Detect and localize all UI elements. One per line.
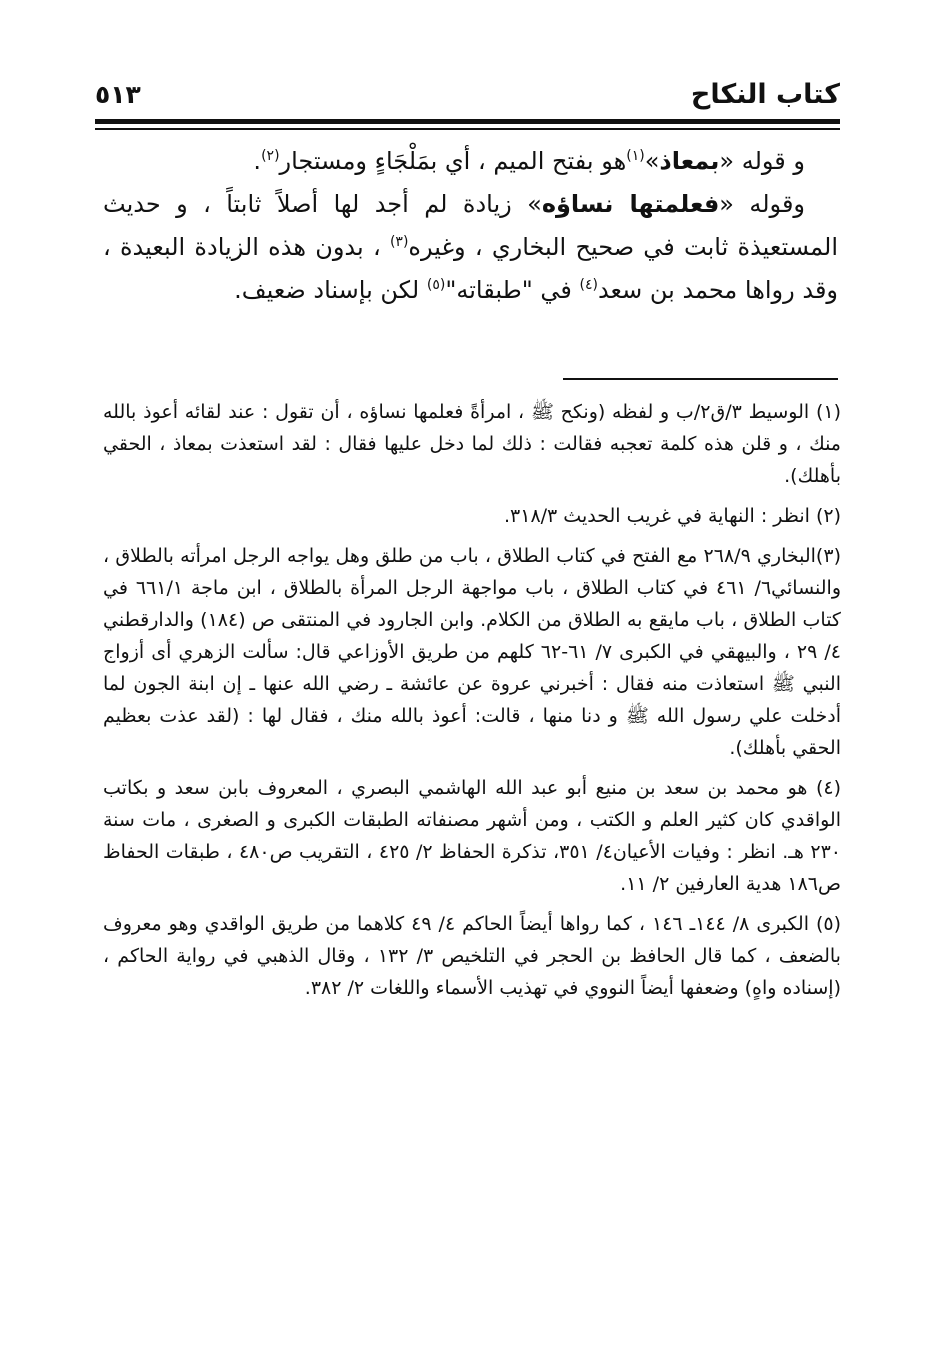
footnote-ref-5[interactable]: (٥) — [426, 277, 446, 293]
text-run: » زيادة لم أجد لها أصلاً ثابتاً ، و حديث المستعيذة ثابت في صحيح البخاري ، وغيره — [103, 190, 838, 261]
text-run: . — [253, 147, 262, 175]
footnote-ref-4[interactable]: (٤) — [579, 277, 598, 293]
running-header — [95, 78, 840, 114]
footnote-ref-3[interactable]: (٣) — [389, 234, 409, 250]
text-run: و قوله « — [719, 147, 805, 175]
footnote-ref-1[interactable]: (١) — [626, 148, 645, 164]
footnote-3 — [103, 540, 841, 764]
main-text — [103, 140, 838, 312]
quoted-term: بمعاذ — [659, 147, 720, 175]
text-run: ، بدون هذه الزيادة البعيدة ، وقد رواها محمد بن سعد — [103, 233, 838, 304]
book-title: كتاب النكاح — [690, 79, 840, 110]
text-run: في "طبقاته" — [445, 276, 580, 304]
footnote-separator — [563, 378, 838, 380]
footnote-text: انظر : النهاية في غريب الحديث ٣١٨/٣. — [503, 505, 816, 527]
footnote-1 — [103, 396, 841, 492]
text-run: هو بفتح الميم ، أي بمَلْجَاءٍ ومستجار — [279, 147, 627, 175]
header-rule-thin — [95, 128, 840, 130]
footnote-number: (٥) — [815, 913, 841, 935]
footnote-number: (١) — [815, 401, 841, 423]
footnotes — [103, 396, 841, 1012]
footnote-text: الوسيط ٣/ق٢/ب و لفظه (ونكح ﷺ ، امرأةً فعلمها نساؤه ، أن تقول : عند لقائه أعوذ بالله منك ، و قلن هذه كلمة تعجبه فقالت : ذلك لما دخل عليها فقال : لقد استعذت بمعاذ ، الحقي بأهلك). — [103, 401, 841, 487]
text-run: لكن بإسناد ضعيف. — [234, 276, 427, 304]
main-paragraph-1 — [103, 140, 838, 183]
footnote-text: البخاري ٢٦٨/٩ مع الفتح في كتاب الطلاق ، باب من طلق وهل يواجه الرجل امرأته بالطلاق ، والنسائي٦/ ٤٦١ في كتاب الطلاق ، باب مواجهة الرجل المرأة بالطلاق ، ابن ماجة ٦٦١/١ في كتاب الطلاق ، باب مايقع به الطلاق من الكلام. وابن الجارود في المنتقى ص (١٨٤) والدارقطني ٤/ ٢٩ ، والبيهقي في الكبرى ٧/ ٦١-٦٢ كلهم من طريق الأوزاعي قال: سألت الزهري أى أزواج النبي ﷺ استعاذت منه فقال : أخبرني عروة عن عائشة ـ رضي الله عنها ـ إن ابنة الجون لما أدخلت علي رسول الله ﷺ و دنا منها ، قالت: أعوذ بالله منك ، فقال لها : (لقد عذت بعظيم الحقي بأهلك). — [103, 545, 841, 759]
footnote-number: (٢) — [815, 505, 841, 527]
page-number: ٥١٣ — [95, 80, 141, 109]
text-run: » — [644, 147, 660, 175]
header-rule-thick — [95, 119, 840, 124]
footnote-text: هو محمد بن سعد بن منيع أبو عبد الله الهاشمي البصري ، المعروف بابن سعد و بكاتب الواقدي كان كثير العلم و الكتب ، ومن أشهر مصنفاته الطبقات الكبرى و الصغرى ، مات سنة ٢٣٠ هـ. انظر : وفيات الأعيان٤/ ٣٥١، تذكرة الحفاظ ٢/ ٤٢٥ ، التقريب ص٤٨٠ ، طبقات الحفاظ ص١٨٦ هدية العارفين ٢/ ١١. — [103, 777, 841, 895]
footnote-number: (٤) — [815, 777, 841, 799]
footnote-number: (٣) — [815, 545, 841, 567]
footnote-2 — [103, 500, 841, 532]
footnote-text: الكبرى ٨/ ١٤٤ـ ١٤٦ ، كما رواها أيضاً الحاكم ٤/ ٤٩ كلاهما من طريق الواقدي وهو معروف بالضعف ، كما قال الحافظ بن الحجر في التلخيص ٣/ ١٣٢ ، وقال الذهبي في رواية الحاكم ، (إسناده واهٍ) وضعفها أيضاً النووي في تهذيب الأسماء واللغات ٢/ ٣٨٢. — [103, 913, 841, 999]
footnote-ref-2[interactable]: (٢) — [261, 148, 280, 164]
quoted-term: فعلمتها نساؤه — [541, 190, 720, 218]
text-run: وقوله « — [719, 190, 806, 218]
footnote-5 — [103, 908, 841, 1004]
main-paragraph-2 — [103, 183, 838, 312]
footnote-4 — [103, 772, 841, 900]
